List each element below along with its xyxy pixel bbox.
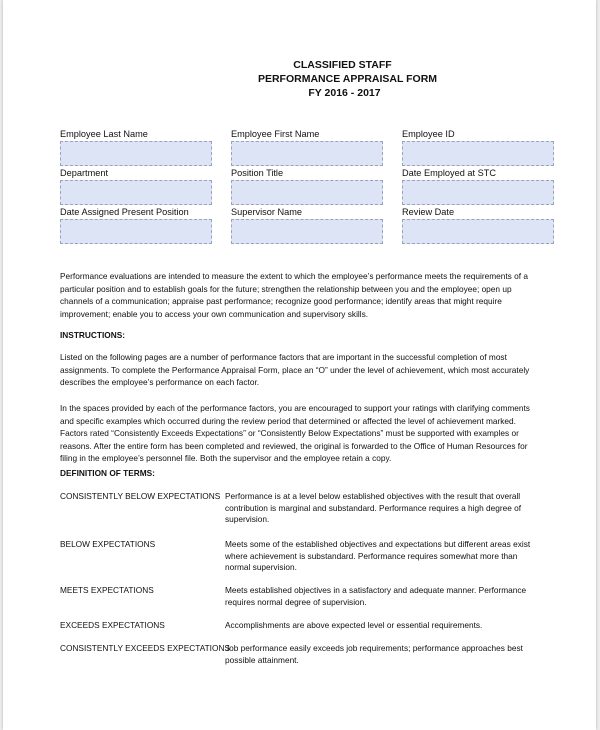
definition-line: requires normal degree of supervision.	[225, 596, 367, 607]
intro-paragraph	[60, 270, 550, 320]
supervisor-name-label: Supervisor Name	[231, 207, 302, 217]
title-line-2: PERFORMANCE APPRAISAL FORM	[257, 73, 438, 85]
department-label: Department	[60, 168, 109, 178]
instructions-line: filing in the employee’s personnel file. Both the supervisor and the employee retain a copy.	[60, 453, 392, 463]
instructions-paragraph-1	[60, 351, 550, 389]
last-name-label: Employee Last Name	[60, 129, 148, 139]
definition-consistently-exceeds	[225, 643, 545, 666]
first-name-field[interactable]	[231, 141, 383, 166]
definition-meets	[225, 585, 545, 608]
instructions-paragraph-2	[60, 402, 550, 465]
definition-line: where achievement is substandard. Performance requires somewhat more than	[225, 550, 518, 561]
definition-consistently-below	[225, 491, 545, 526]
definition-line: normal supervision.	[225, 562, 297, 572]
employee-id-label: Employee ID	[402, 129, 455, 139]
definition-line: Accomplishments are above expected level or essential requirements.	[225, 620, 483, 630]
definition-line: possible attainment.	[225, 654, 299, 665]
definition-line: Performance is at a level below established objectives with the result that overall	[225, 491, 521, 501]
instructions-line: Listed on the following pages are a number of performance factors that are important in the successful completion of most	[60, 352, 507, 362]
position-title-label: Position Title	[231, 168, 284, 178]
first-name-label: Employee First Name	[231, 129, 320, 139]
intro-line: improvement; enable you to access your own communication and supervisory skills.	[60, 308, 369, 319]
employee-id-field[interactable]	[402, 141, 554, 166]
last-name-field[interactable]	[60, 141, 212, 166]
definition-line: Meets some of the established objectives and expectations but different areas exist	[225, 539, 531, 549]
term-below: BELOW EXPECTATIONS	[60, 539, 156, 549]
form-title	[3, 58, 596, 100]
instructions-line: In the spaces provided by each of the performance factors, you are encouraged to support your ratings with clarifying comments	[60, 403, 530, 413]
review-date-label: Review Date	[402, 207, 455, 217]
definition-line: supervision.	[225, 514, 270, 524]
title-line-1: CLASSIFIED STAFF	[293, 59, 392, 71]
intro-line: Performance evaluations are intended to measure the extent to which the employee’s performance meets the requirements of a	[60, 271, 528, 281]
instructions-line: assignments. To complete the Performance Appraisal Form, place an “O” under the level of achievement, which most accurately	[60, 364, 530, 375]
definition-line: Job performance easily exceeds job requirements; performance approaches best	[225, 643, 523, 653]
term-consistently-exceeds: CONSISTENTLY EXCEEDS EXPECTATIONS	[60, 643, 230, 653]
position-title-field[interactable]	[231, 180, 383, 205]
definitions-heading: DEFINITION OF TERMS:	[60, 468, 155, 478]
date-assigned-field[interactable]	[60, 219, 212, 244]
title-line-3: FY 2016 - 2017	[308, 87, 381, 99]
intro-line: particular position and to establish goals for the future; strengthen the relationship between you and the employee; open up	[60, 283, 512, 294]
definition-exceeds	[225, 620, 545, 632]
definition-line: contribution is marginal and substandard. Performance requires a high degree of	[225, 502, 522, 513]
instructions-line: reasons. After the entire form has been completed and reviewed, the original is forwarded to the Office of Human Resources for	[60, 440, 528, 451]
form-page	[3, 0, 596, 730]
definition-below	[225, 539, 545, 574]
review-date-field[interactable]	[402, 219, 554, 244]
instructions-line: Factors rated “Consistently Exceeds Expectations” or “Consistently Below Expectations” must be supported with examples or	[60, 428, 519, 438]
date-assigned-label: Date Assigned Present Position	[60, 207, 189, 217]
intro-line: channels of a communication; appraise past performance; recognize good performance; identify areas that might require	[60, 296, 502, 306]
supervisor-name-field[interactable]	[231, 219, 383, 244]
instructions-heading: INSTRUCTIONS:	[60, 330, 125, 340]
date-employed-label: Date Employed at STC	[402, 168, 496, 178]
definition-line: Meets established objectives in a satisfactory and adequate manner. Performance	[225, 585, 527, 595]
term-consistently-below: CONSISTENTLY BELOW EXPECTATIONS	[60, 491, 221, 501]
instructions-line: describes the employee’s performance on each factor.	[60, 377, 260, 387]
term-meets: MEETS EXPECTATIONS	[60, 585, 154, 595]
date-employed-field[interactable]	[402, 180, 554, 205]
term-exceeds: EXCEEDS EXPECTATIONS	[60, 620, 165, 630]
department-field[interactable]	[60, 180, 212, 205]
instructions-line: and specific examples which occurred during the review period that determined or affected the level of achievement marked.	[60, 415, 516, 426]
